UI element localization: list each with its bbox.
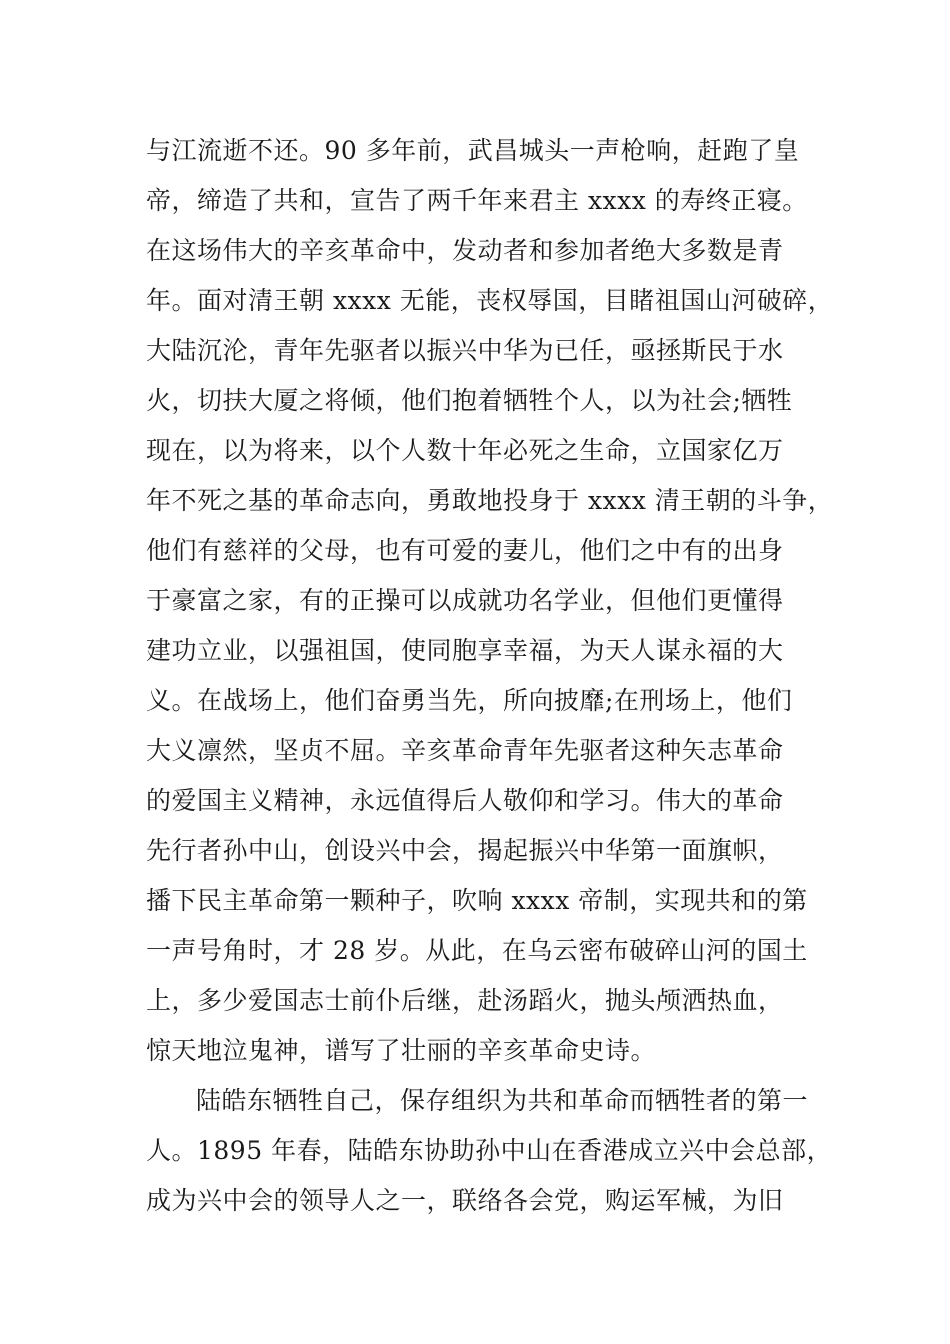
text-line: 大义凛然，坚贞不屈。辛亥革命青年先驱者这种矢志革命 [146, 736, 784, 765]
text-line: 的爱国主义精神，永远值得后人敬仰和学习。伟大的革命 [146, 786, 784, 815]
text-line: 与江流逝不还。90 多年前，武昌城头一声枪响，赶跑了皇 [146, 136, 800, 165]
text-line: 惊天地泣鬼神，谱写了壮丽的辛亥革命史诗。 [146, 1036, 657, 1065]
text-line: 现在，以为将来，以个人数十年必死之生命，立国家亿万 [146, 436, 784, 465]
text-line: 一声号角时，才 28 岁。从此，在乌云密布破碎山河的国土 [146, 936, 808, 965]
text-line: 播下民主革命第一颗种子，吹响 xxxx 帝制，实现共和的第 [146, 886, 808, 915]
text-line: 建功立业，以强祖国，使同胞享幸福，为天人谋永福的大 [146, 636, 784, 665]
text-line: 义。在战场上，他们奋勇当先，所向披靡;在刑场上，他们 [146, 686, 793, 715]
text-line: 年不死之基的革命志向，勇敢地投身于 xxxx 清王朝的斗争， [146, 486, 834, 515]
text-line: 陆皓东牺牲自己，保存组织为共和革命而牺牲者的第一 [196, 1086, 809, 1115]
text-line: 他们有慈祥的父母，也有可爱的妻儿，他们之中有的出身 [146, 536, 784, 565]
text-line: 帝，缔造了共和，宣告了两千年来君主 xxxx 的寿终正寝。 [146, 186, 808, 215]
text-line: 在这场伟大的辛亥革命中，发动者和参加者绝大多数是青 [146, 236, 784, 265]
text-line: 上，多少爱国志士前仆后继，赴汤蹈火，抛头颅洒热血， [146, 986, 784, 1015]
text-line: 成为兴中会的领导人之一，联络各会党，购运军械，为旧 [146, 1186, 784, 1215]
text-line: 先行者孙中山，创设兴中会，揭起振兴中华第一面旗帜， [146, 836, 784, 865]
text-line: 于豪富之家，有的正操可以成就功名学业，但他们更懂得 [146, 586, 784, 615]
text-line: 年。面对清王朝 xxxx 无能，丧权辱国，目睹祖国山河破碎， [146, 286, 834, 315]
text-line: 火，切扶大厦之将倾，他们抱着牺牲个人，以为社会;牺牲 [146, 386, 793, 415]
text-line: 大陆沉沦，青年先驱者以振兴中华为已任，亟拯斯民于水 [146, 336, 784, 365]
text-line: 人。1895 年春，陆皓东协助孙中山在香港成立兴中会总部， [146, 1136, 833, 1165]
